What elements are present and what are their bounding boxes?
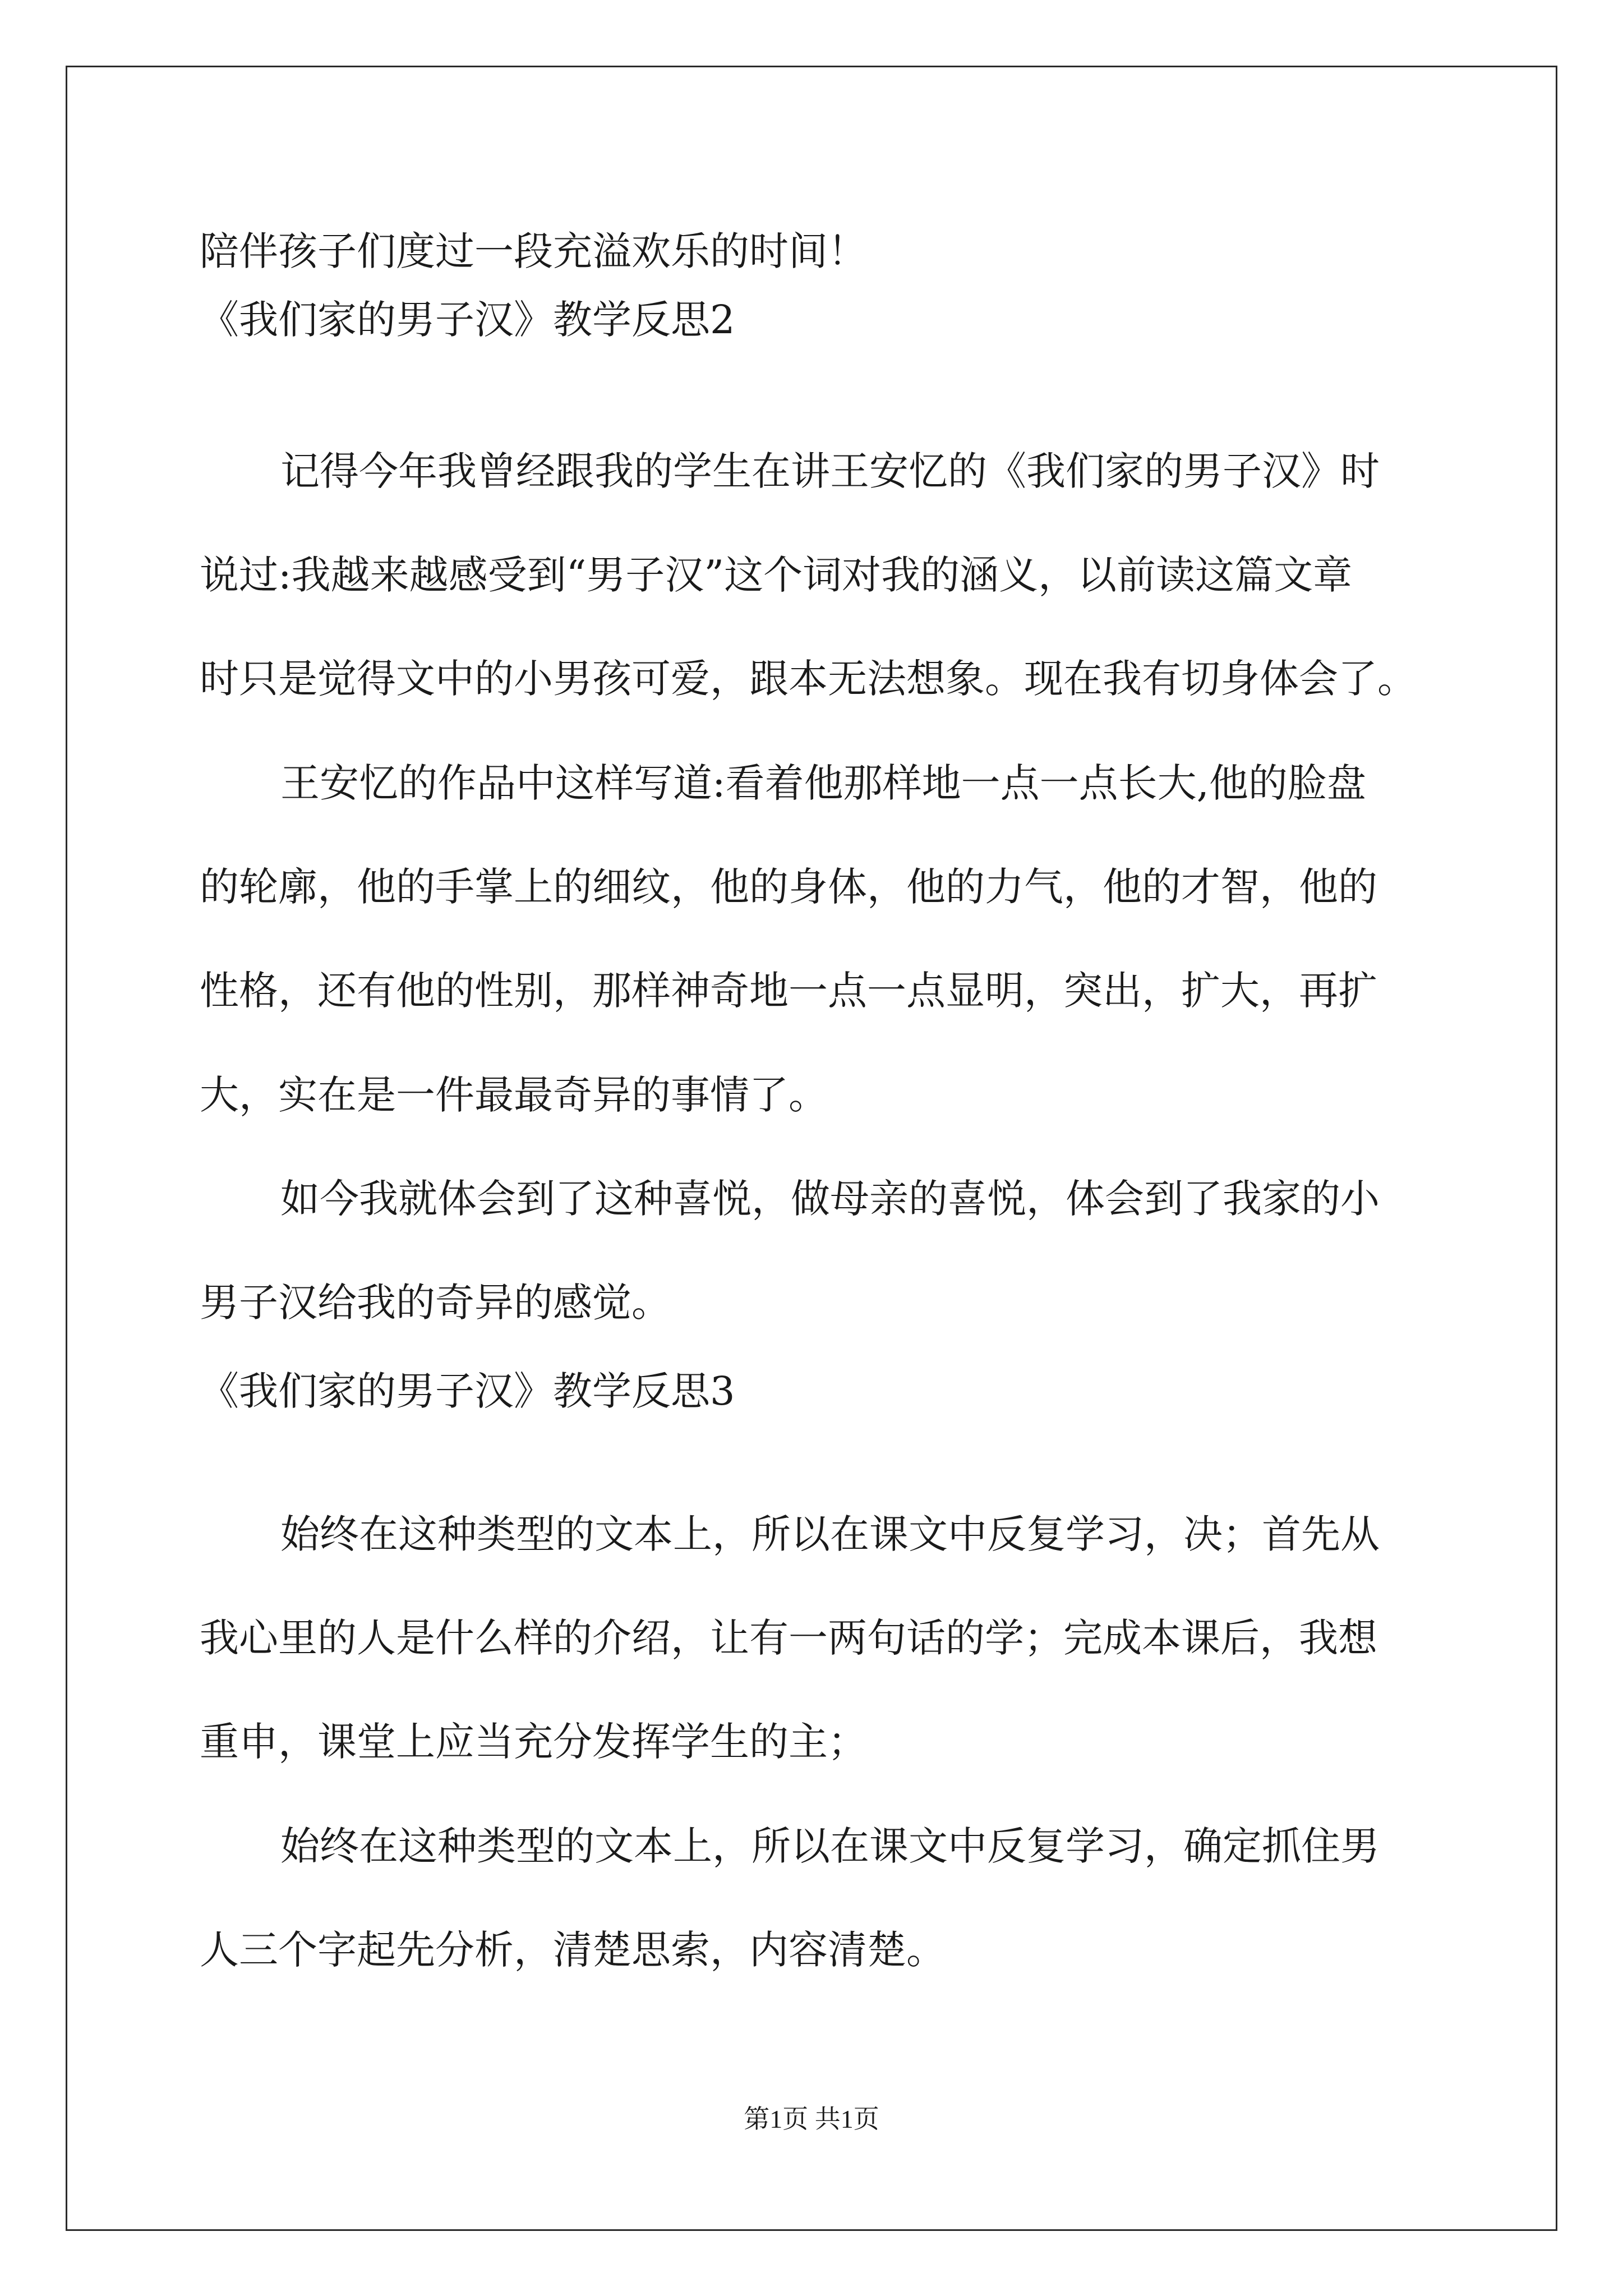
paragraph-line: 我心里的人是什么样的介绍，让有一两句话的学；完成本课后，我想 bbox=[200, 1615, 1377, 1661]
paragraph-line: 人三个字起先分析，清楚思索，内容清楚。 bbox=[200, 1927, 946, 1973]
paragraph-line: 始终在这种类型的文本上，所以在课文中反复学习，确定抓住男 bbox=[280, 1823, 1380, 1869]
section-heading: 《我们家的男子汉》教学反思2 bbox=[200, 297, 735, 343]
section-heading: 《我们家的男子汉》教学反思3 bbox=[200, 1368, 735, 1414]
paragraph-line: 的轮廓，他的手掌上的细纹，他的身体，他的力气，他的才智，他的 bbox=[200, 864, 1377, 910]
paragraph-line: 男子汉给我的奇异的感觉。 bbox=[200, 1280, 671, 1326]
paragraph-line: 记得今年我曾经跟我的学生在讲王安忆的《我们家的男子汉》时 bbox=[280, 448, 1380, 494]
paragraph-line: 王安忆的作品中这样写道:看着他那样地一点一点长大,他的脸盘 bbox=[280, 760, 1366, 806]
paragraph-line: 始终在这种类型的文本上，所以在课文中反复学习，决；首先从 bbox=[280, 1511, 1380, 1557]
paragraph-line: 陪伴孩子们度过一段充溢欢乐的时间！ bbox=[200, 228, 867, 274]
paragraph-line: 时只是觉得文中的小男孩可爱，跟本无法想象。现在我有切身体会了。 bbox=[200, 656, 1417, 702]
paragraph-line: 重申，课堂上应当充分发挥学生的主； bbox=[200, 1719, 867, 1765]
paragraph-line: 大，实在是一件最最奇异的事情了。 bbox=[200, 1072, 828, 1118]
page-footer: 第1页 共1页 bbox=[744, 2105, 879, 2133]
paragraph-line: 如今我就体会到了这种喜悦，做母亲的喜悦，体会到了我家的小 bbox=[280, 1176, 1380, 1222]
paragraph-line: 性格，还有他的性别，那样神奇地一点一点显明，突出，扩大，再扩 bbox=[200, 968, 1377, 1014]
page-border bbox=[66, 66, 1557, 2231]
paragraph-line: 说过:我越来越感受到“男子汉”这个词对我的涵义，以前读这篇文章 bbox=[200, 552, 1353, 598]
